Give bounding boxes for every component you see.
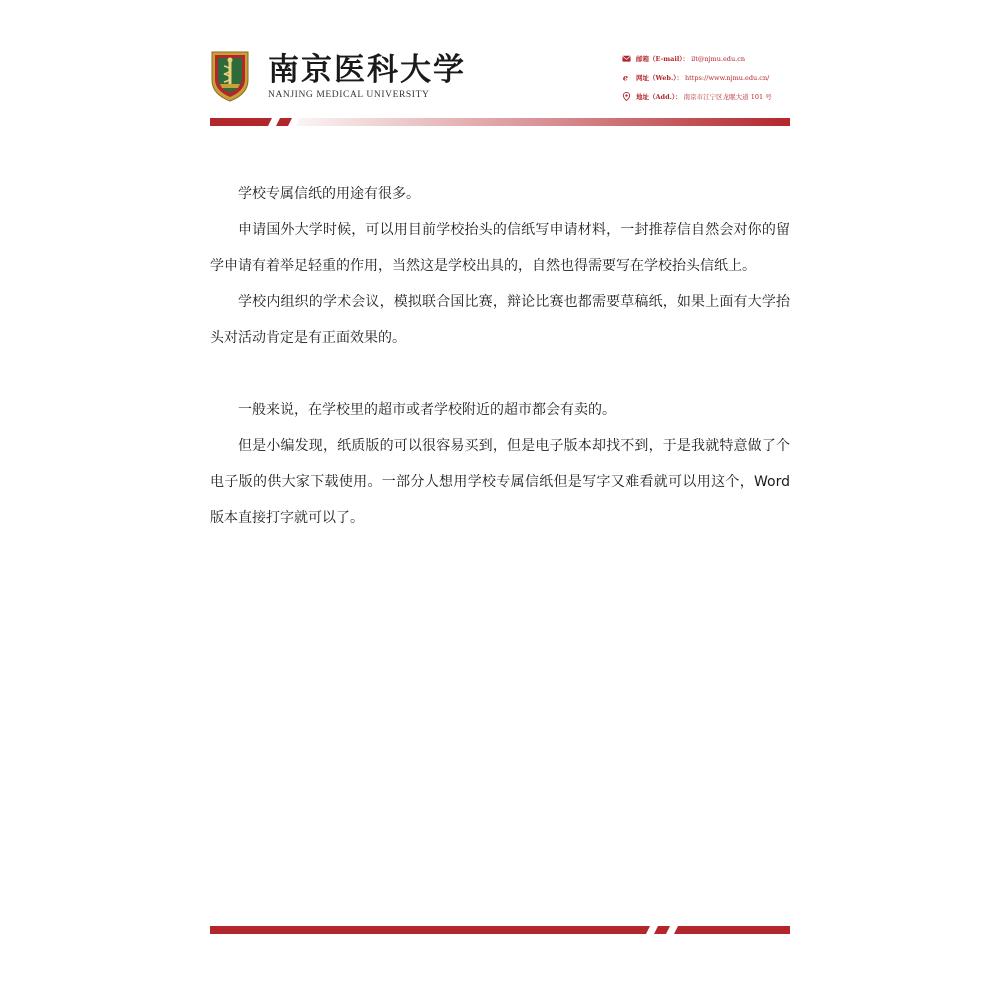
- university-name-cn: 南京医科大学: [268, 52, 466, 88]
- contact-web-value: https://www.njmu.edu.cn/: [684, 73, 770, 82]
- paragraph-spacer: [210, 356, 790, 392]
- contact-info: [622, 50, 792, 107]
- university-name-en: NANJING MEDICAL UNIVERSITY: [268, 90, 430, 100]
- contact-address-label: 地址（Add.）：: [636, 93, 682, 101]
- mail-icon: [622, 54, 631, 63]
- university-emblem-icon: [210, 50, 250, 102]
- contact-web: [622, 69, 792, 86]
- letter-body: [210, 176, 790, 536]
- body-paragraph-4: 一般来说，在学校里的超市或者学校附近的超市都会有卖的。: [238, 402, 616, 418]
- header-divider: [210, 118, 790, 126]
- body-paragraph-3: 学校内组织的学术会议，模拟联合国比赛，辩论比赛也都需要草稿纸，如果上面有大学抬头对活动肯定是有正面效果的。: [210, 294, 790, 346]
- contact-email: [622, 50, 792, 67]
- letterhead-header: [210, 48, 790, 108]
- contact-address: [622, 88, 792, 105]
- contact-web-label: 网址（Web.）：: [636, 74, 683, 82]
- contact-email-label: 邮箱（E-mail）：: [636, 55, 690, 63]
- body-paragraph-2: 申请国外大学时候，可以用目前学校抬头的信纸写申请材料，一封推荐信自然会对你的留学申请有着举足轻重的作用，当然这是学校出具的，自然也得需要写在学校抬头信纸上。: [210, 222, 790, 274]
- university-brand: [268, 52, 468, 101]
- body-paragraph-5: 但是小编发现，纸质版的可以很容易买到，但是电子版本却找不到，于是我就特意做了个电子版的供大家下载使用。一部分人想用学校专属信纸但是写字又难看就可以用这个，Word 版本直接打字就可以了。: [210, 438, 790, 526]
- contact-email-value: ilt@njmu.edu.cn: [691, 54, 746, 63]
- location-pin-icon: [622, 92, 631, 101]
- body-paragraph-1: 学校专属信纸的用途有很多。: [238, 186, 420, 202]
- web-icon: [622, 73, 631, 82]
- contact-address-value: 南京市江宁区龙眠大道 101 号: [683, 93, 772, 101]
- footer-divider: [210, 926, 790, 934]
- svg-text:e: e: [622, 73, 629, 82]
